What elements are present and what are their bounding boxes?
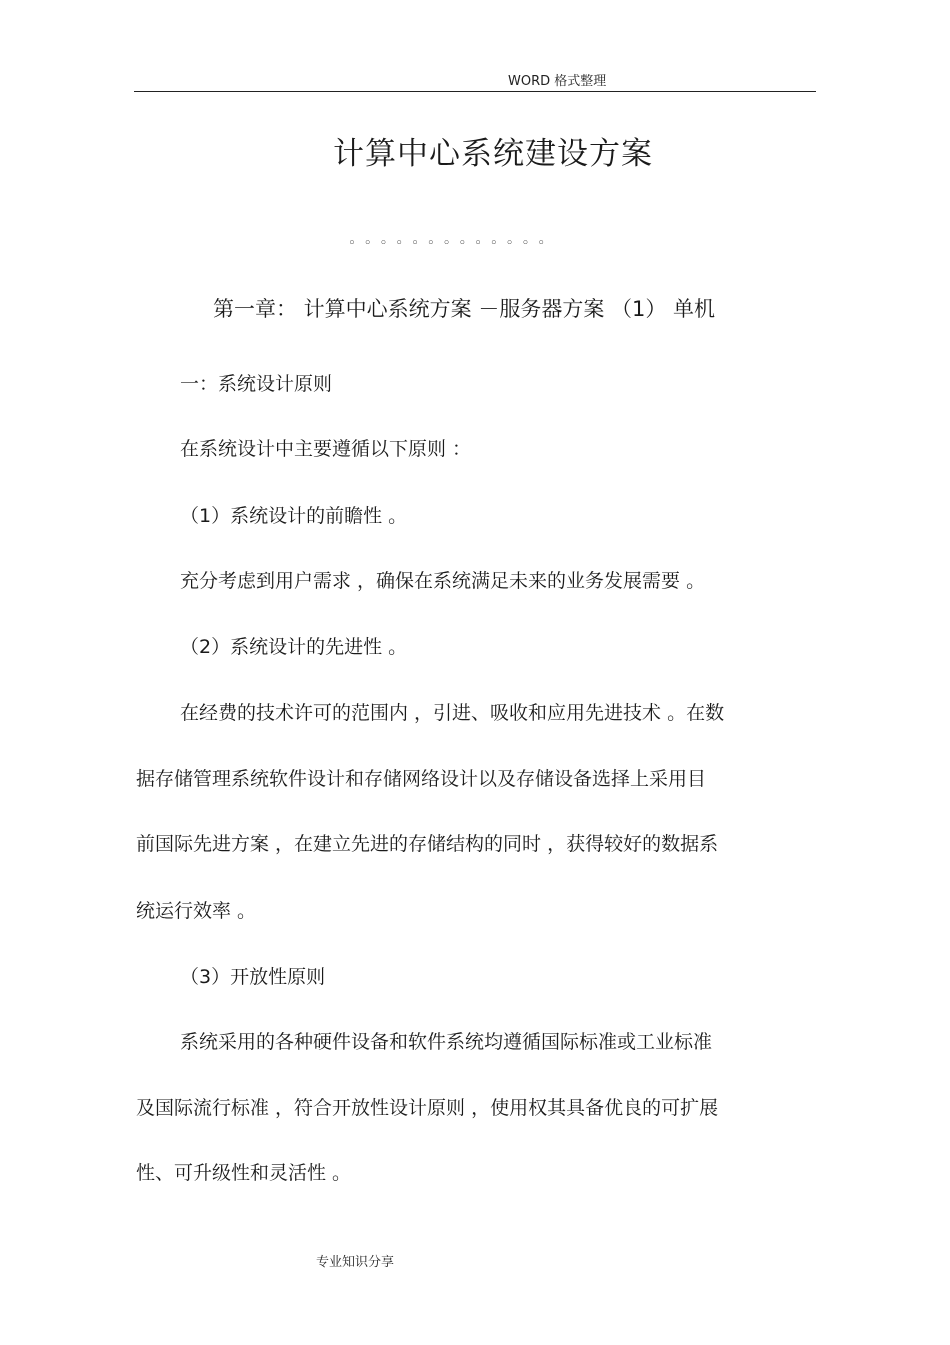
chapter-heading: 第一章： 计算中心系统方案 －服务器方案 （1） 单机: [213, 297, 716, 321]
page-header-text: WORD 格式整理: [508, 74, 607, 89]
document-title: 计算中心系统建设方案: [333, 136, 653, 172]
page-footer-text: 专业知识分享: [316, 1255, 395, 1270]
principle-3-heading: （3）开放性原则: [180, 966, 326, 988]
principle-3-text-line: 系统采用的各种硬件设备和软件系统均遵循国际标准或工业标准: [180, 1031, 713, 1053]
header-divider: [134, 91, 816, 92]
separator-dots: ◦◦◦◦◦◦◦◦◦◦◦◦◦: [348, 236, 553, 251]
principle-2-text-line: 据存储管理系统软件设计和存储网络设计以及存储设备选择上采用目: [136, 768, 707, 790]
principle-3-text-line: 及国际流行标准 ，符合开放性设计原则 ，使用权其具备优良的可扩展: [136, 1097, 719, 1119]
principle-2-text-line: 在经费的技术许可的范围内 ，引进、吸收和应用先进技术 。在数: [180, 702, 725, 724]
principle-3-text-line: 性、可升级性和灵活性 。: [136, 1162, 352, 1184]
principle-1-heading: （1）系统设计的前瞻性 。: [180, 505, 408, 527]
principle-2-text-line: 统运行效率 。: [136, 900, 257, 922]
section-heading: 一：系统设计原则: [180, 373, 333, 395]
principle-2-heading: （2）系统设计的先进性 。: [180, 636, 408, 658]
principle-1-text: 充分考虑到用户需求 ，确保在系统满足未来的业务发展需要 。: [180, 570, 706, 592]
intro-paragraph: 在系统设计中主要遵循以下原则 ：: [180, 438, 472, 460]
principle-2-text-line: 前国际先进方案 ，在建立先进的存储结构的同时 ，获得较好的数据系: [136, 833, 719, 855]
